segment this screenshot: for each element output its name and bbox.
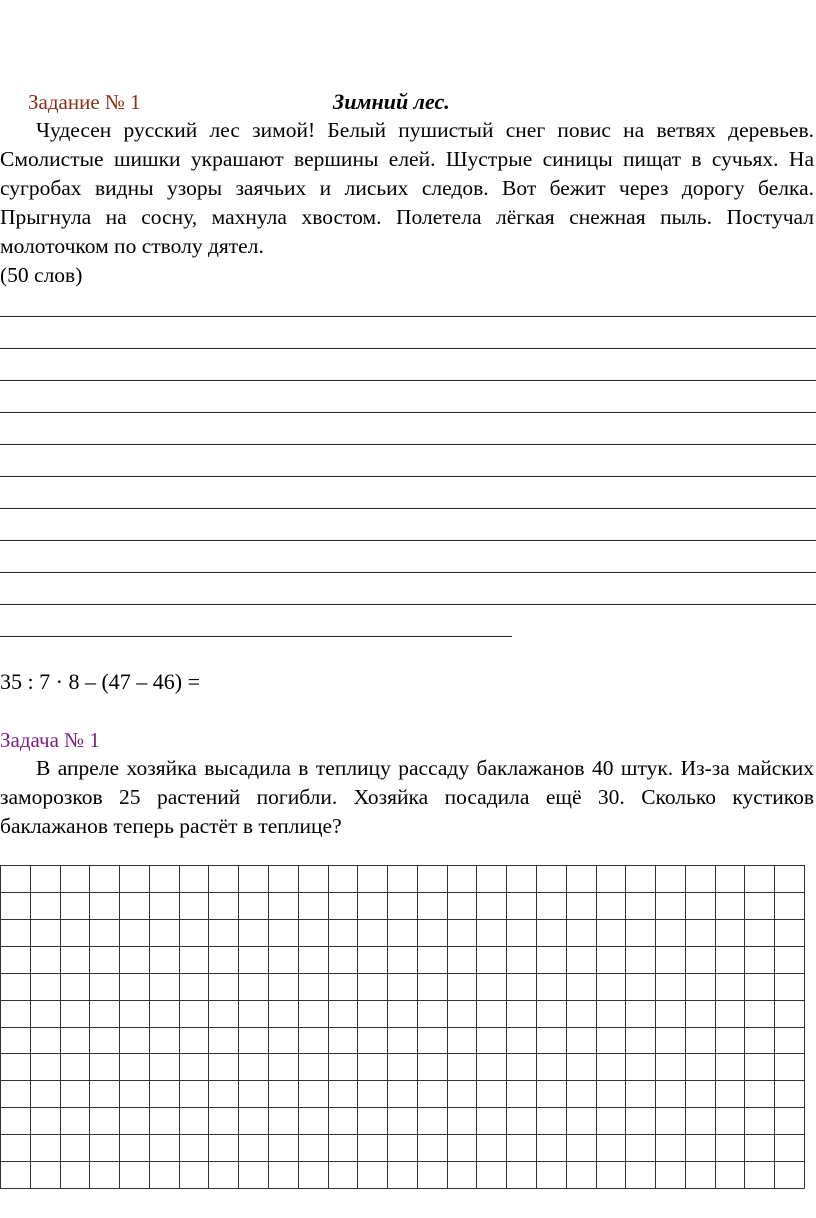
math-expression: 35 : 7 · 8 – (47 – 46) = <box>0 669 200 694</box>
writing-line[interactable] <box>0 380 816 381</box>
task-label: Задание № 1 <box>28 90 141 114</box>
writing-line[interactable] <box>0 508 816 509</box>
problem-label: Задача № 1 <box>0 728 100 752</box>
writing-line[interactable] <box>0 348 816 349</box>
writing-line[interactable] <box>0 572 816 573</box>
answer-grid[interactable] <box>0 865 805 1189</box>
dictation-title: Зимний лес. <box>333 89 450 114</box>
writing-line[interactable] <box>0 316 816 317</box>
writing-line[interactable] <box>0 444 816 445</box>
writing-line[interactable] <box>0 540 816 541</box>
problem-text: В апреле хозяйка высадила в теплицу рассаду баклажанов 40 штук. Из-за майских заморозков 25 растений погибли. Хозяйка посадила ещё 30. Сколько кустиков баклажанов теперь растёт в теплице? <box>0 756 814 838</box>
dictation-text: Чудесен русский лес зимой! Белый пушистый снег повис на ветвях деревьев. Смолистые шишки украшают вершины елей. Шустрые синицы пищат в сучьях. На сугробах видны узоры заячьих и лисьих следов. Вот бежит через дорогу белка. Прыгнула на сосну, махнула хвостом. Полетела лёгкая снежная пыль. Постучал молоточком по стволу дятел. <box>0 118 814 258</box>
word-count: (50 слов) <box>0 263 83 287</box>
writing-line[interactable] <box>0 636 512 637</box>
answer-grid-cells <box>0 865 805 1189</box>
writing-line[interactable] <box>0 412 816 413</box>
writing-line[interactable] <box>0 604 816 605</box>
writing-line[interactable] <box>0 476 816 477</box>
